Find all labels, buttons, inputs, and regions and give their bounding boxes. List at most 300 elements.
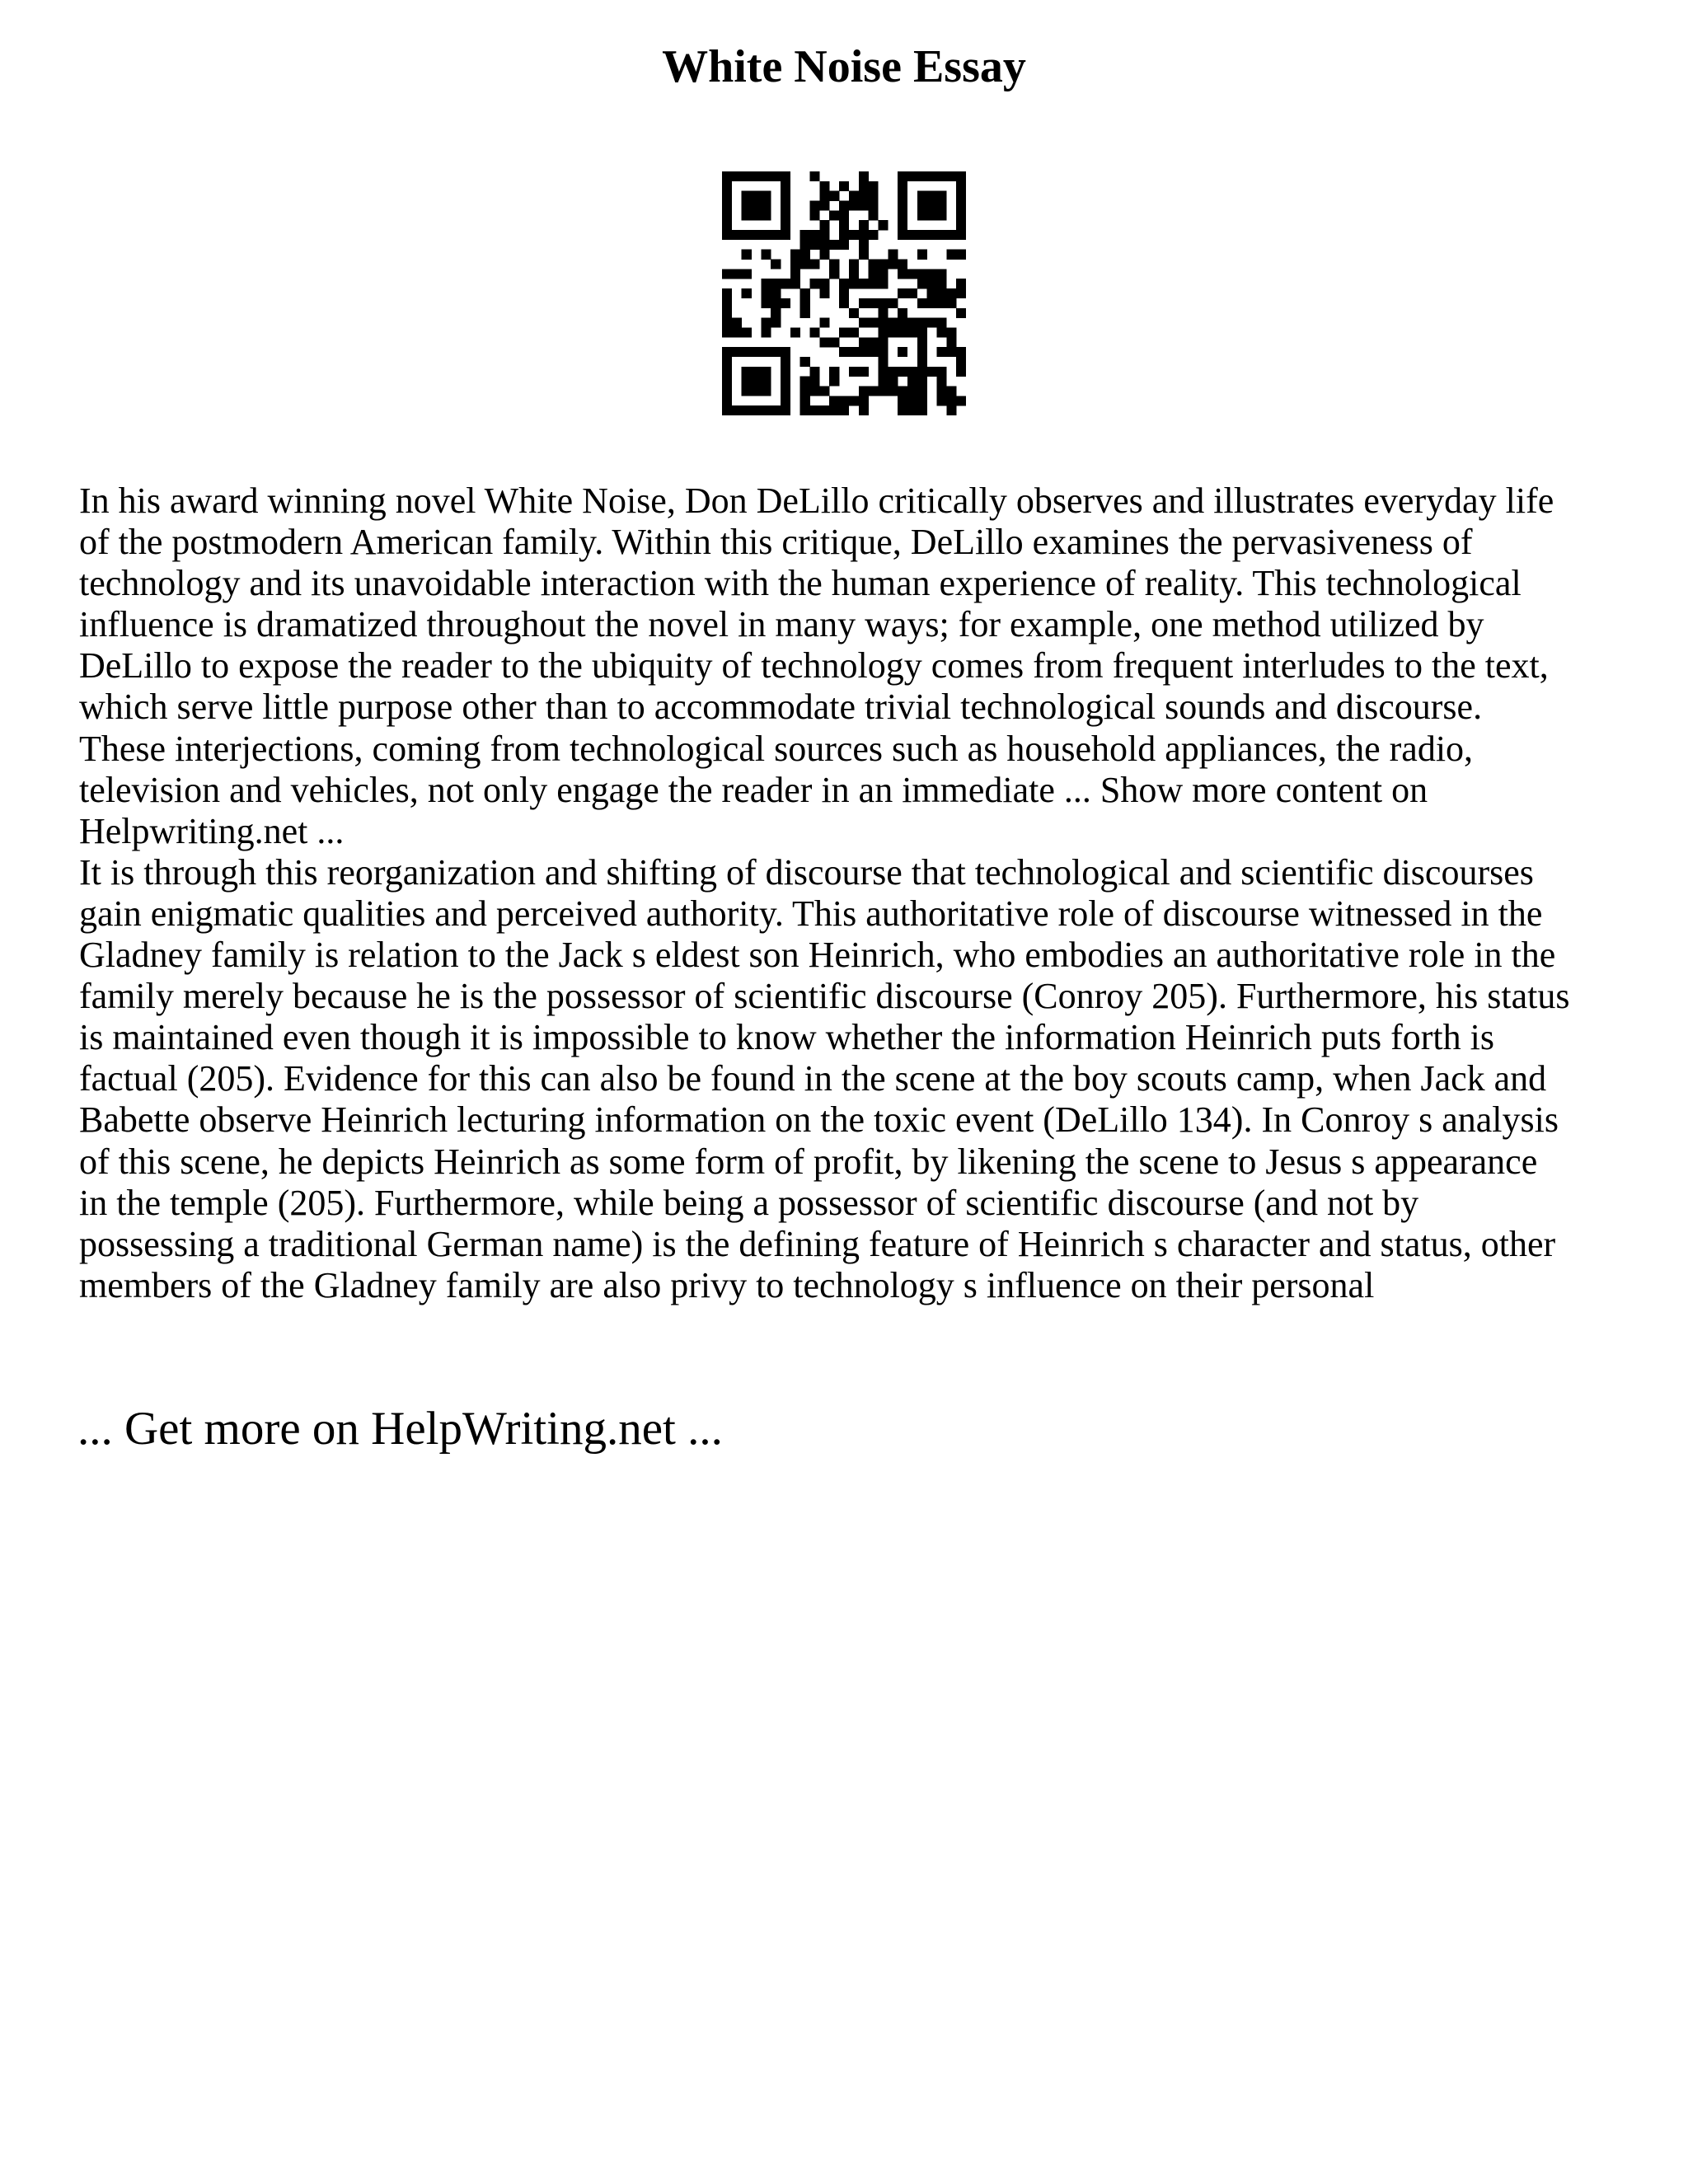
qr-module <box>869 260 879 269</box>
qr-module <box>790 250 800 260</box>
qr-module <box>829 405 839 415</box>
qr-module <box>819 201 829 211</box>
qr-module <box>722 269 732 279</box>
qr-module <box>839 288 849 298</box>
qr-module <box>888 298 898 308</box>
qr-module <box>849 396 859 405</box>
qr-module <box>936 377 946 387</box>
qr-module <box>869 210 879 220</box>
qr-module <box>742 201 752 211</box>
qr-module <box>927 367 937 377</box>
qr-module <box>742 367 752 377</box>
qr-module <box>781 347 790 357</box>
qr-module <box>869 201 879 211</box>
qr-module <box>761 318 771 328</box>
qr-module <box>936 386 946 396</box>
text-line: DeLillo to expose the reader to the ubiquity of technology comes from frequent interludes to the text, <box>79 645 1549 687</box>
text-line: television and vehicles, not only engage the reader in an immediate ... Show more content on <box>79 769 1428 810</box>
qr-module <box>946 288 956 298</box>
qr-module <box>722 377 732 387</box>
qr-module <box>859 191 869 201</box>
qr-module <box>742 347 752 357</box>
qr-module <box>800 260 810 269</box>
qr-module <box>859 171 869 181</box>
qr-module <box>927 210 937 220</box>
qr-module <box>859 250 869 260</box>
qr-module <box>917 201 927 211</box>
qr-module <box>927 171 937 181</box>
qr-module <box>722 318 732 328</box>
qr-module <box>800 250 810 260</box>
qr-module <box>819 191 829 201</box>
qr-module <box>800 396 810 405</box>
qr-module <box>722 298 732 308</box>
qr-module <box>936 347 946 357</box>
qr-module <box>917 269 927 279</box>
qr-module <box>800 386 810 396</box>
qr-module <box>898 347 907 357</box>
qr-module <box>888 377 898 387</box>
qr-module <box>752 210 762 220</box>
qr-module <box>946 171 956 181</box>
qr-module <box>936 298 946 308</box>
qr-module <box>771 308 781 318</box>
qr-module <box>898 386 907 396</box>
qr-module <box>839 279 849 288</box>
qr-module <box>761 298 771 308</box>
paragraph-1 <box>79 480 1645 852</box>
qr-module <box>781 298 790 308</box>
qr-module <box>917 386 927 396</box>
text-line: In his award winning novel White Noise, Don DeLillo critically observes and illustrates everyday life <box>79 480 1554 521</box>
qr-module <box>819 220 829 230</box>
qr-module <box>869 337 879 347</box>
qr-module <box>907 327 917 337</box>
qr-module <box>771 347 781 357</box>
qr-module <box>781 201 790 211</box>
qr-module <box>956 210 966 220</box>
qr-module <box>839 298 849 308</box>
qr-module <box>819 405 829 415</box>
qr-module <box>742 269 752 279</box>
qr-module <box>946 396 956 405</box>
qr-module <box>810 327 820 337</box>
qr-module <box>722 367 732 377</box>
qr-module <box>878 308 888 318</box>
qr-module <box>722 220 732 230</box>
qr-module <box>859 240 869 250</box>
text-line: It is through this reorganization and shifting of discourse that technological and scientific discourses <box>79 851 1534 893</box>
qr-module <box>800 230 810 240</box>
qr-module <box>869 386 879 396</box>
qr-module <box>790 327 800 337</box>
qr-module <box>722 405 732 415</box>
qr-module <box>790 260 800 269</box>
qr-module <box>722 181 732 191</box>
qr-module <box>859 396 869 405</box>
qr-module <box>781 405 790 415</box>
qr-module <box>878 367 888 377</box>
qr-module <box>829 377 839 387</box>
qr-module <box>819 279 829 288</box>
qr-module <box>771 405 781 415</box>
qr-module <box>878 298 888 308</box>
qr-module <box>869 279 879 288</box>
qr-module <box>781 396 790 405</box>
qr-module <box>732 318 742 328</box>
qr-module <box>859 337 869 347</box>
qr-module <box>761 279 771 288</box>
qr-module <box>771 230 781 240</box>
qr-module <box>878 386 888 396</box>
qr-module <box>742 386 752 396</box>
qr-module <box>790 269 800 279</box>
qr-module <box>722 201 732 211</box>
qr-module <box>898 181 907 191</box>
text-line: technology and its unavoidable interaction with the human experience of reality. This technological <box>79 563 1522 604</box>
qr-module <box>936 210 946 220</box>
qr-module <box>869 318 879 328</box>
qr-module <box>946 337 956 347</box>
qr-module <box>956 230 966 240</box>
qr-module <box>849 279 859 288</box>
qr-module <box>956 357 966 367</box>
qr-module <box>771 279 781 288</box>
qr-module <box>752 377 762 387</box>
qr-module <box>956 171 966 181</box>
qr-module <box>898 171 907 181</box>
text-line: in the temple (205). Furthermore, while being a possessor of scientific discourse (and not by <box>79 1182 1419 1223</box>
qr-module <box>752 201 762 211</box>
qr-module <box>917 250 927 260</box>
qr-module <box>800 308 810 318</box>
qr-module <box>917 279 927 288</box>
qr-module <box>936 230 946 240</box>
qr-module <box>819 337 829 347</box>
qr-module <box>752 230 762 240</box>
qr-module <box>859 405 869 415</box>
qr-module <box>946 298 956 308</box>
qr-module <box>839 347 849 357</box>
qr-module <box>869 269 879 279</box>
qr-module <box>878 220 888 230</box>
qr-code <box>722 171 966 415</box>
qr-module <box>732 171 742 181</box>
qr-module <box>936 201 946 211</box>
qr-module <box>898 220 907 230</box>
qr-module <box>849 367 859 377</box>
qr-module <box>752 191 762 201</box>
qr-module <box>819 181 829 191</box>
qr-module <box>742 191 752 201</box>
qr-module <box>781 171 790 181</box>
qr-module <box>946 347 956 357</box>
qr-module <box>859 201 869 211</box>
qr-module <box>888 260 898 269</box>
qr-module <box>761 201 771 211</box>
qr-module <box>839 240 849 250</box>
qr-module <box>907 269 917 279</box>
qr-module <box>810 240 820 250</box>
qr-module <box>810 367 820 377</box>
qr-module <box>956 347 966 357</box>
qr-module <box>917 347 927 357</box>
qr-module <box>819 386 829 396</box>
qr-module <box>907 288 917 298</box>
qr-module <box>956 201 966 211</box>
qr-module <box>956 250 966 260</box>
qr-module <box>761 191 771 201</box>
qr-module <box>936 269 946 279</box>
qr-module <box>819 250 829 260</box>
qr-module <box>898 327 907 337</box>
qr-module <box>761 386 771 396</box>
qr-module <box>956 220 966 230</box>
qr-module <box>859 181 869 191</box>
qr-module <box>956 367 966 377</box>
qr-module <box>898 288 907 298</box>
qr-module <box>936 171 946 181</box>
qr-module <box>781 279 790 288</box>
qr-module <box>810 201 820 211</box>
qr-module <box>839 210 849 220</box>
qr-module <box>722 357 732 367</box>
qr-module <box>781 367 790 377</box>
text-line: Babette observe Heinrich lecturing information on the toxic event (DeLillo 134). In Conroy s analysis <box>79 1099 1559 1141</box>
qr-module <box>927 201 937 211</box>
qr-module <box>917 318 927 328</box>
qr-module <box>917 377 927 387</box>
qr-module <box>839 405 849 415</box>
qr-module <box>810 230 820 240</box>
qr-module <box>761 250 771 260</box>
qr-module <box>781 191 790 201</box>
qr-module <box>888 367 898 377</box>
qr-module <box>898 191 907 201</box>
qr-module <box>907 367 917 377</box>
qr-module <box>829 269 839 279</box>
qr-module <box>898 367 907 377</box>
qr-module <box>859 298 869 308</box>
qr-module <box>859 220 869 230</box>
qr-module <box>800 288 810 298</box>
qr-module <box>956 288 966 298</box>
qr-module <box>849 327 859 337</box>
qr-module <box>742 377 752 387</box>
qr-module <box>956 396 966 405</box>
qr-module <box>849 191 859 201</box>
qr-module <box>888 318 898 328</box>
qr-module <box>742 210 752 220</box>
qr-module <box>810 260 820 269</box>
qr-module <box>800 357 810 367</box>
qr-module <box>927 191 937 201</box>
qr-module <box>839 181 849 191</box>
qr-module <box>917 327 927 337</box>
qr-module <box>859 279 869 288</box>
qr-module <box>869 191 879 201</box>
qr-module <box>917 298 927 308</box>
qr-module <box>907 377 917 387</box>
qr-module <box>752 386 762 396</box>
qr-module <box>907 405 917 415</box>
text-line: is maintained even though it is impossible to know whether the information Heinrich puts forth is <box>79 1017 1494 1058</box>
qr-module <box>722 230 732 240</box>
qr-module <box>722 396 732 405</box>
qr-module <box>771 298 781 308</box>
qr-module <box>781 377 790 387</box>
qr-module <box>956 191 966 201</box>
qr-module <box>829 396 839 405</box>
text-line: family merely because he is the possessor of scientific discourse (Conroy 205). Furthermore, his status <box>79 976 1570 1017</box>
qr-module <box>878 260 888 269</box>
qr-module <box>742 171 752 181</box>
qr-module <box>829 337 839 347</box>
get-more-link[interactable]: ... Get more on HelpWriting.net ... <box>77 1403 723 1455</box>
qr-module <box>771 318 781 328</box>
qr-module <box>878 318 888 328</box>
qr-module <box>956 181 966 191</box>
qr-module <box>917 367 927 377</box>
qr-module <box>956 279 966 288</box>
qr-module <box>849 230 859 240</box>
qr-module <box>878 357 888 367</box>
qr-module <box>946 386 956 396</box>
qr-module <box>771 171 781 181</box>
qr-module <box>878 269 888 279</box>
qr-module <box>946 250 956 260</box>
qr-module <box>722 210 732 220</box>
qr-module <box>722 308 732 318</box>
qr-module <box>819 288 829 298</box>
qr-module <box>781 181 790 191</box>
qr-module <box>898 269 907 279</box>
qr-module <box>917 396 927 405</box>
qr-module <box>946 405 956 415</box>
qr-module <box>898 396 907 405</box>
qr-module <box>898 230 907 240</box>
qr-module <box>800 240 810 250</box>
qr-module <box>859 230 869 240</box>
qr-module <box>927 298 937 308</box>
qr-module <box>781 210 790 220</box>
qr-module <box>869 298 879 308</box>
qr-module <box>771 260 781 269</box>
qr-module <box>936 367 946 377</box>
qr-module <box>761 367 771 377</box>
qr-module <box>849 308 859 318</box>
qr-module <box>800 377 810 387</box>
qr-module <box>898 201 907 211</box>
qr-module <box>742 327 752 337</box>
text-line: of this scene, he depicts Heinrich as some form of profit, by likening the scene to Jesus s appearance <box>79 1141 1538 1182</box>
qr-module <box>839 201 849 211</box>
qr-module <box>781 357 790 367</box>
qr-module <box>917 405 927 415</box>
qr-module <box>878 377 888 387</box>
qr-module <box>810 171 820 181</box>
qr-module <box>839 327 849 337</box>
qr-module <box>898 318 907 328</box>
qr-module <box>761 377 771 387</box>
qr-module <box>771 288 781 298</box>
qr-module <box>829 210 839 220</box>
qr-module <box>869 230 879 240</box>
qr-module <box>752 367 762 377</box>
qr-module <box>742 405 752 415</box>
qr-module <box>810 377 820 387</box>
qr-module <box>800 298 810 308</box>
text-line: which serve little purpose other than to accommodate trivial technological sounds and discourse. <box>79 687 1483 728</box>
qr-module <box>878 327 888 337</box>
qr-module <box>946 327 956 337</box>
qr-module <box>888 327 898 337</box>
essay-body <box>79 480 1645 1306</box>
qr-module <box>752 171 762 181</box>
qr-module <box>829 240 839 250</box>
qr-module <box>829 367 839 377</box>
qr-module <box>810 279 820 288</box>
paragraph-2 <box>79 852 1645 1306</box>
qr-module <box>732 230 742 240</box>
qr-module <box>907 386 917 396</box>
qr-module <box>946 230 956 240</box>
qr-module <box>849 260 859 269</box>
qr-module <box>761 347 771 357</box>
qr-module <box>761 405 771 415</box>
qr-module <box>810 210 820 220</box>
text-line: influence is dramatized throughout the novel in many ways; for example, one method utilized by <box>79 604 1484 645</box>
qr-module <box>849 269 859 279</box>
qr-module <box>869 181 879 191</box>
qr-module <box>742 250 752 260</box>
qr-module <box>859 318 869 328</box>
qr-module <box>917 171 927 181</box>
qr-module <box>829 260 839 269</box>
qr-module <box>722 386 732 396</box>
qr-module <box>917 191 927 201</box>
qr-module <box>790 279 800 288</box>
text-line: Gladney family is relation to the Jack s eldest son Heinrich, who embodies an authoritative role in the <box>79 935 1556 976</box>
qr-module <box>761 230 771 240</box>
qr-module <box>810 386 820 396</box>
qr-module <box>898 308 907 318</box>
qr-module <box>869 347 879 357</box>
qr-module <box>819 318 829 328</box>
text-line: factual (205). Evidence for this can also be found in the scene at the boy scouts camp, when Jack and <box>79 1058 1547 1099</box>
qr-module <box>878 337 888 347</box>
qr-module <box>752 405 762 415</box>
qr-module <box>819 230 829 240</box>
qr-module <box>732 269 742 279</box>
qr-module <box>888 250 898 260</box>
qr-module <box>907 396 917 405</box>
qr-module <box>936 396 946 405</box>
qr-module <box>722 171 732 181</box>
qr-module <box>878 279 888 288</box>
qr-module <box>761 171 771 181</box>
qr-module <box>781 220 790 230</box>
qr-module <box>742 288 752 298</box>
qr-module <box>936 318 946 328</box>
text-line: possessing a traditional German name) is the defining feature of Heinrich s character and status, other <box>79 1223 1556 1264</box>
qr-module <box>800 405 810 415</box>
page-title: White Noise Essay <box>662 41 1026 92</box>
qr-module <box>781 386 790 396</box>
qr-module <box>927 269 937 279</box>
text-line: gain enigmatic qualities and perceived authority. This authoritative role of discourse witnessed in the <box>79 893 1543 934</box>
qr-module <box>722 347 732 357</box>
